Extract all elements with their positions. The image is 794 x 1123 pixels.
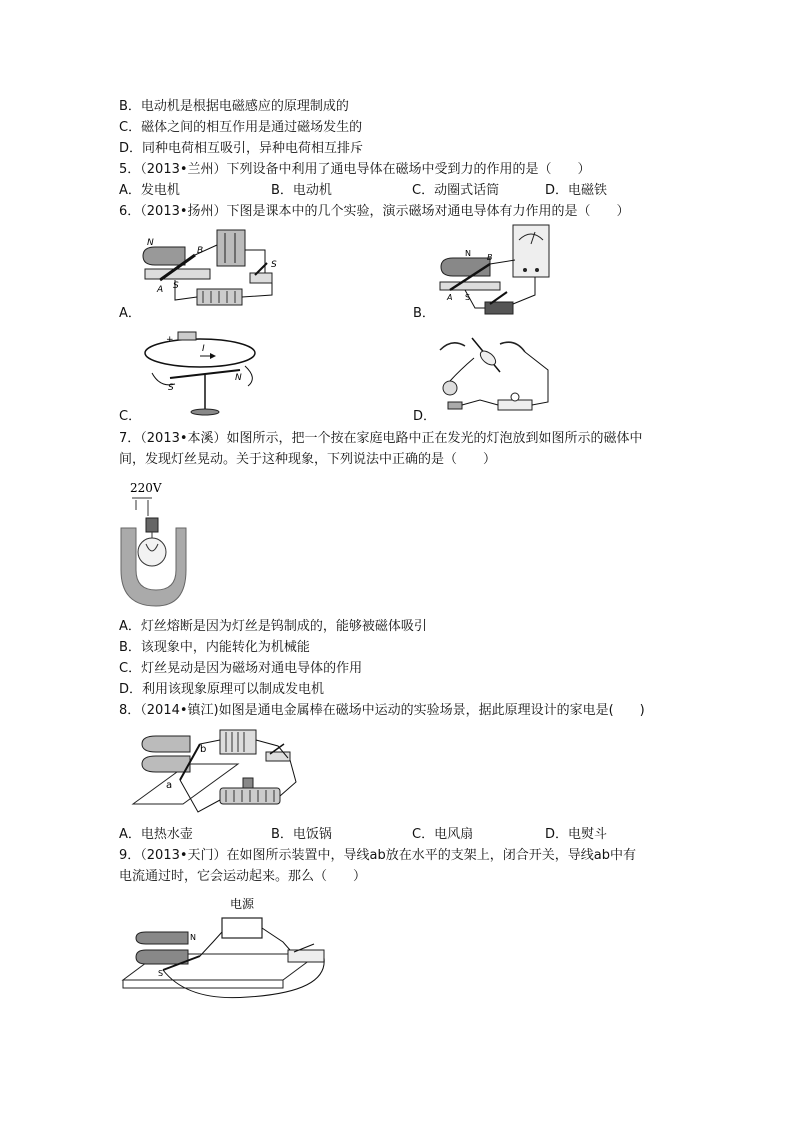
q9-stem-line1: 9．（2013•天门）在如图所示装置中，导线ab放在水平的支架上，闭合开关，导线ab中有 bbox=[119, 848, 636, 863]
svg-text:+: + bbox=[166, 335, 174, 345]
q9-fig-label-n: N bbox=[190, 933, 196, 942]
q6-figure-d bbox=[430, 330, 555, 420]
q6-option-c: C． bbox=[119, 409, 142, 424]
fig-c-label-n: N bbox=[235, 373, 242, 383]
q9-figure-apparatus bbox=[118, 892, 338, 1017]
q6-stem: 6．（2013•扬州）下图是课本中的几个实验，演示磁场对通电导体有力作用的是（ ） bbox=[119, 204, 630, 219]
q9-fig-label-s: S bbox=[158, 969, 164, 978]
q9-power-label: 电源 bbox=[230, 897, 255, 911]
q6-figure-c bbox=[140, 328, 265, 423]
fig-a-label-b: B bbox=[197, 246, 204, 256]
fig-b-label-a: A bbox=[447, 293, 453, 302]
q8-option-c: C．电风扇 bbox=[412, 827, 474, 842]
fig-a-label-s2: S bbox=[271, 260, 277, 270]
q7-option-c: C．灯丝晃动是因为磁场对通电导体的作用 bbox=[119, 661, 363, 676]
q8-fig-label-b: b bbox=[200, 744, 207, 755]
q7-figure-lamp-magnet bbox=[118, 478, 188, 613]
q6-option-b: B． bbox=[413, 306, 435, 321]
fig-a-label-a: A bbox=[157, 285, 164, 295]
q8-fig-label-a: a bbox=[166, 780, 173, 791]
fig-a-label-s: S bbox=[173, 281, 179, 291]
fig-c-label-i: I bbox=[202, 344, 205, 354]
q5-option-d: D．电磁铁 bbox=[545, 183, 608, 198]
q6-figure-b bbox=[435, 220, 560, 325]
q4-option-c: C．磁体之间的相互作用是通过磁场发生的 bbox=[119, 120, 363, 135]
q4-option-d: D．同种电荷相互吸引，异种电荷相互排斥 bbox=[119, 141, 364, 156]
q7-option-a: A．灯丝熔断是因为灯丝是钨制成的，能够被磁体吸引 bbox=[119, 619, 427, 634]
q7-voltage-label: 220V bbox=[130, 481, 162, 495]
fig-a-label-n: N bbox=[147, 238, 154, 248]
q5-stem: 5．（2013•兰州）下列设备中利用了通电导体在磁场中受到力的作用的是（ ） bbox=[119, 162, 591, 177]
fig-c-label-s: S bbox=[168, 383, 174, 393]
q5-option-c: C．动圈式话筒 bbox=[412, 183, 500, 198]
q8-figure-experiment bbox=[128, 722, 303, 822]
q6-option-a: A． bbox=[119, 306, 141, 321]
q8-stem: 8．（2014•镇江)如图是通电金属棒在磁场中运动的实验场景，据此原理设计的家电是( ) bbox=[119, 703, 645, 718]
q7-option-b: B．该现象中，内能转化为机械能 bbox=[119, 640, 310, 655]
q4-option-b: B．电动机是根据电磁感应的原理制成的 bbox=[119, 99, 349, 114]
q5-option-a: A．发电机 bbox=[119, 183, 180, 198]
q8-option-d: D．电熨斗 bbox=[545, 827, 608, 842]
q8-option-a: A．电热水壶 bbox=[119, 827, 193, 842]
q7-stem-line2: 间，发现灯丝晃动。关于这种现象，下列说法中正确的是（ ） bbox=[119, 452, 497, 467]
q7-stem-line1: 7．（2013•本溪）如图所示，把一个按在家庭电路中正在发光的灯泡放到如图所示的磁体中 bbox=[119, 431, 643, 446]
q7-option-d: D．利用该现象原理可以制成发电机 bbox=[119, 682, 325, 697]
q8-option-b: B．电饭锅 bbox=[271, 827, 332, 842]
q9-stem-line2: 电流通过时，它会运动起来。那么（ ） bbox=[119, 869, 367, 884]
fig-b-label-b: B bbox=[487, 253, 493, 262]
q6-option-d: D． bbox=[413, 409, 437, 424]
fig-b-label-s: S bbox=[465, 293, 471, 302]
q5-option-b: B．电动机 bbox=[271, 183, 332, 198]
fig-b-label-n: N bbox=[465, 249, 471, 258]
q6-figure-a bbox=[135, 225, 280, 320]
